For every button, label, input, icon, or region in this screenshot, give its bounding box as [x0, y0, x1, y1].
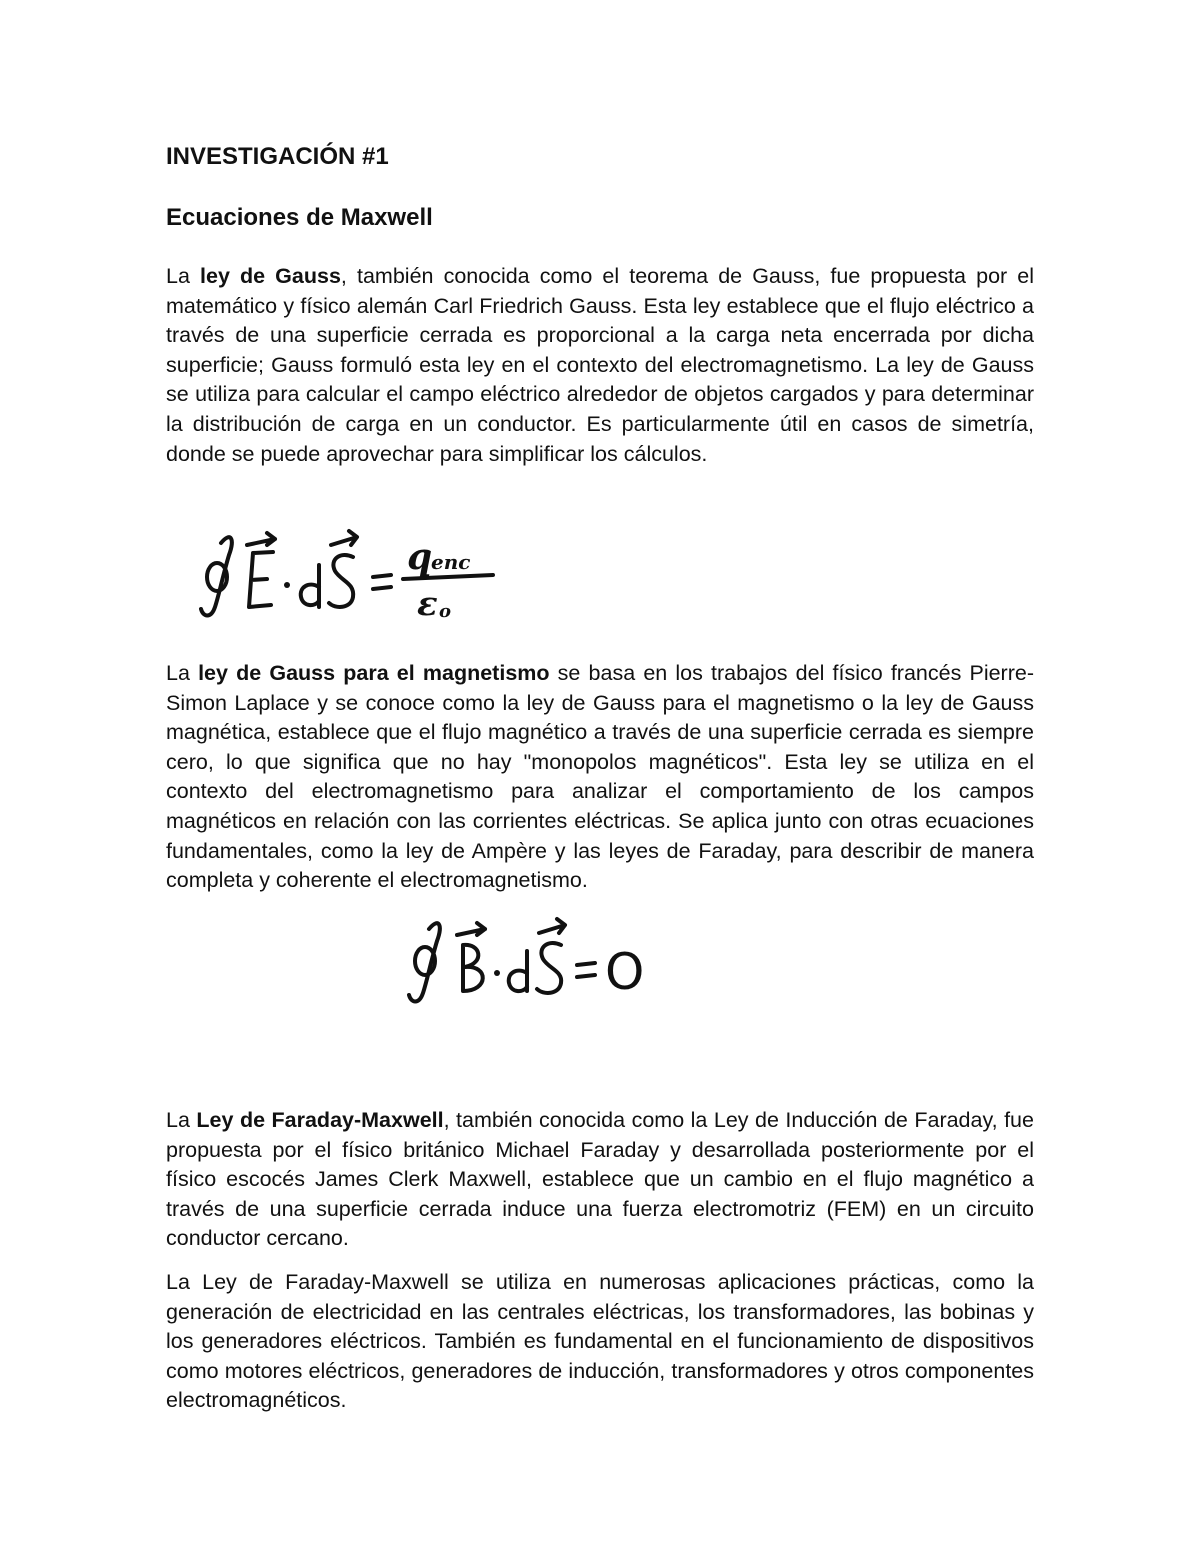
letter-s: [537, 943, 561, 993]
numerator-subscript: enc: [431, 550, 471, 574]
formula-gauss-law-drawing: [195, 525, 505, 625]
formula-gauss-law: [195, 525, 505, 625]
vector-arrow-e: [247, 533, 275, 545]
vector-arrow-s: [331, 531, 357, 545]
dot-product: [284, 582, 290, 588]
paragraph-faraday-maxwell: La Ley de Faraday-Maxwell, también conocida como la Ley de Inducción de Faraday, fue propuesta por el físico británico Michael Faraday y desarrollada posteriormente por el físico escocés James Clerk Maxwell, establece que un cambio en el flujo magnético a través de una superficie cerrada induce una fuerza electromotriz (FEM) en un circuito conductor cercano.: [166, 1108, 1034, 1251]
term-gauss-law: ley de Gauss: [200, 264, 341, 288]
formula-gauss-magnetism-drawing: [405, 915, 660, 1010]
document-title: INVESTIGACIÓN #1: [166, 143, 389, 170]
letter-s: [329, 555, 353, 607]
vector-arrow-s: [539, 919, 565, 933]
document-subtitle: Ecuaciones de Maxwell: [166, 204, 433, 231]
term-gauss-magnetism: ley de Gauss para el magnetismo: [198, 661, 550, 685]
letter-d: [509, 951, 527, 991]
dot-product: [494, 970, 500, 976]
denominator-epsilon: ε: [417, 584, 438, 624]
letter-d: [301, 565, 319, 607]
vector-arrow-b: [457, 923, 485, 935]
formula-gauss-magnetism: [405, 915, 660, 1010]
letter-e: [249, 552, 273, 607]
paragraph-faraday-applications: La Ley de Faraday-Maxwell se utiliza en numerosas aplicaciones prácticas, como la generación de electricidad en las centrales eléctricas, los transformadores, las bobinas y los generadores eléctricos. También es fundamental en el funcionamiento de dispositivos como motores eléctricos, generadores de inducción, transformadores y otros componentes electromagnéticos.: [166, 1270, 1034, 1413]
equals-sign: [373, 575, 391, 589]
term-faraday-maxwell: Ley de Faraday-Maxwell: [196, 1108, 444, 1132]
paragraph-gauss-law: La ley de Gauss, también conocida como el teorema de Gauss, fue propuesta por el matemático y físico alemán Carl Friedrich Gauss. Esta ley establece que el flujo eléctrico a través de una superficie cerrada es proporcional a la carga neta encerrada por dicha superficie; Gauss formuló esta ley en el contexto del electromagnetismo. La ley de Gauss se utiliza para calcular el campo eléctrico alrededor de objetos cargados y para determinar la distribución de carga en un conductor. Es particularmente útil en casos de simetría, donde se puede aprovechar para simplificar los cálculos.: [166, 264, 1035, 466]
equals-sign: [577, 963, 595, 977]
numerator-q: q: [407, 536, 433, 578]
rhs-zero: O: [605, 943, 645, 1001]
letter-b: [463, 945, 483, 991]
paragraph-gauss-magnetism: La ley de Gauss para el magnetismo se basa en los trabajos del físico francés Pierre-Simon Laplace y se conoce como la ley de Gauss para el magnetismo o la ley de Gauss magnética, establece que el flujo magnético a través de una superficie cerrada es siempre cero, lo que significa que no hay "monopolos magnéticos". Esta ley se utiliza en el contexto del electromagnetismo para analizar el comportamiento de los campos magnéticos en relación con las corrientes eléctricas. Se aplica junto con otras ecuaciones fundamentales, como la ley de Ampère y las leyes de Faraday, para describir de manera completa y coherente el electromagnetismo.: [166, 661, 1034, 893]
denominator-subscript: o: [439, 601, 452, 622]
